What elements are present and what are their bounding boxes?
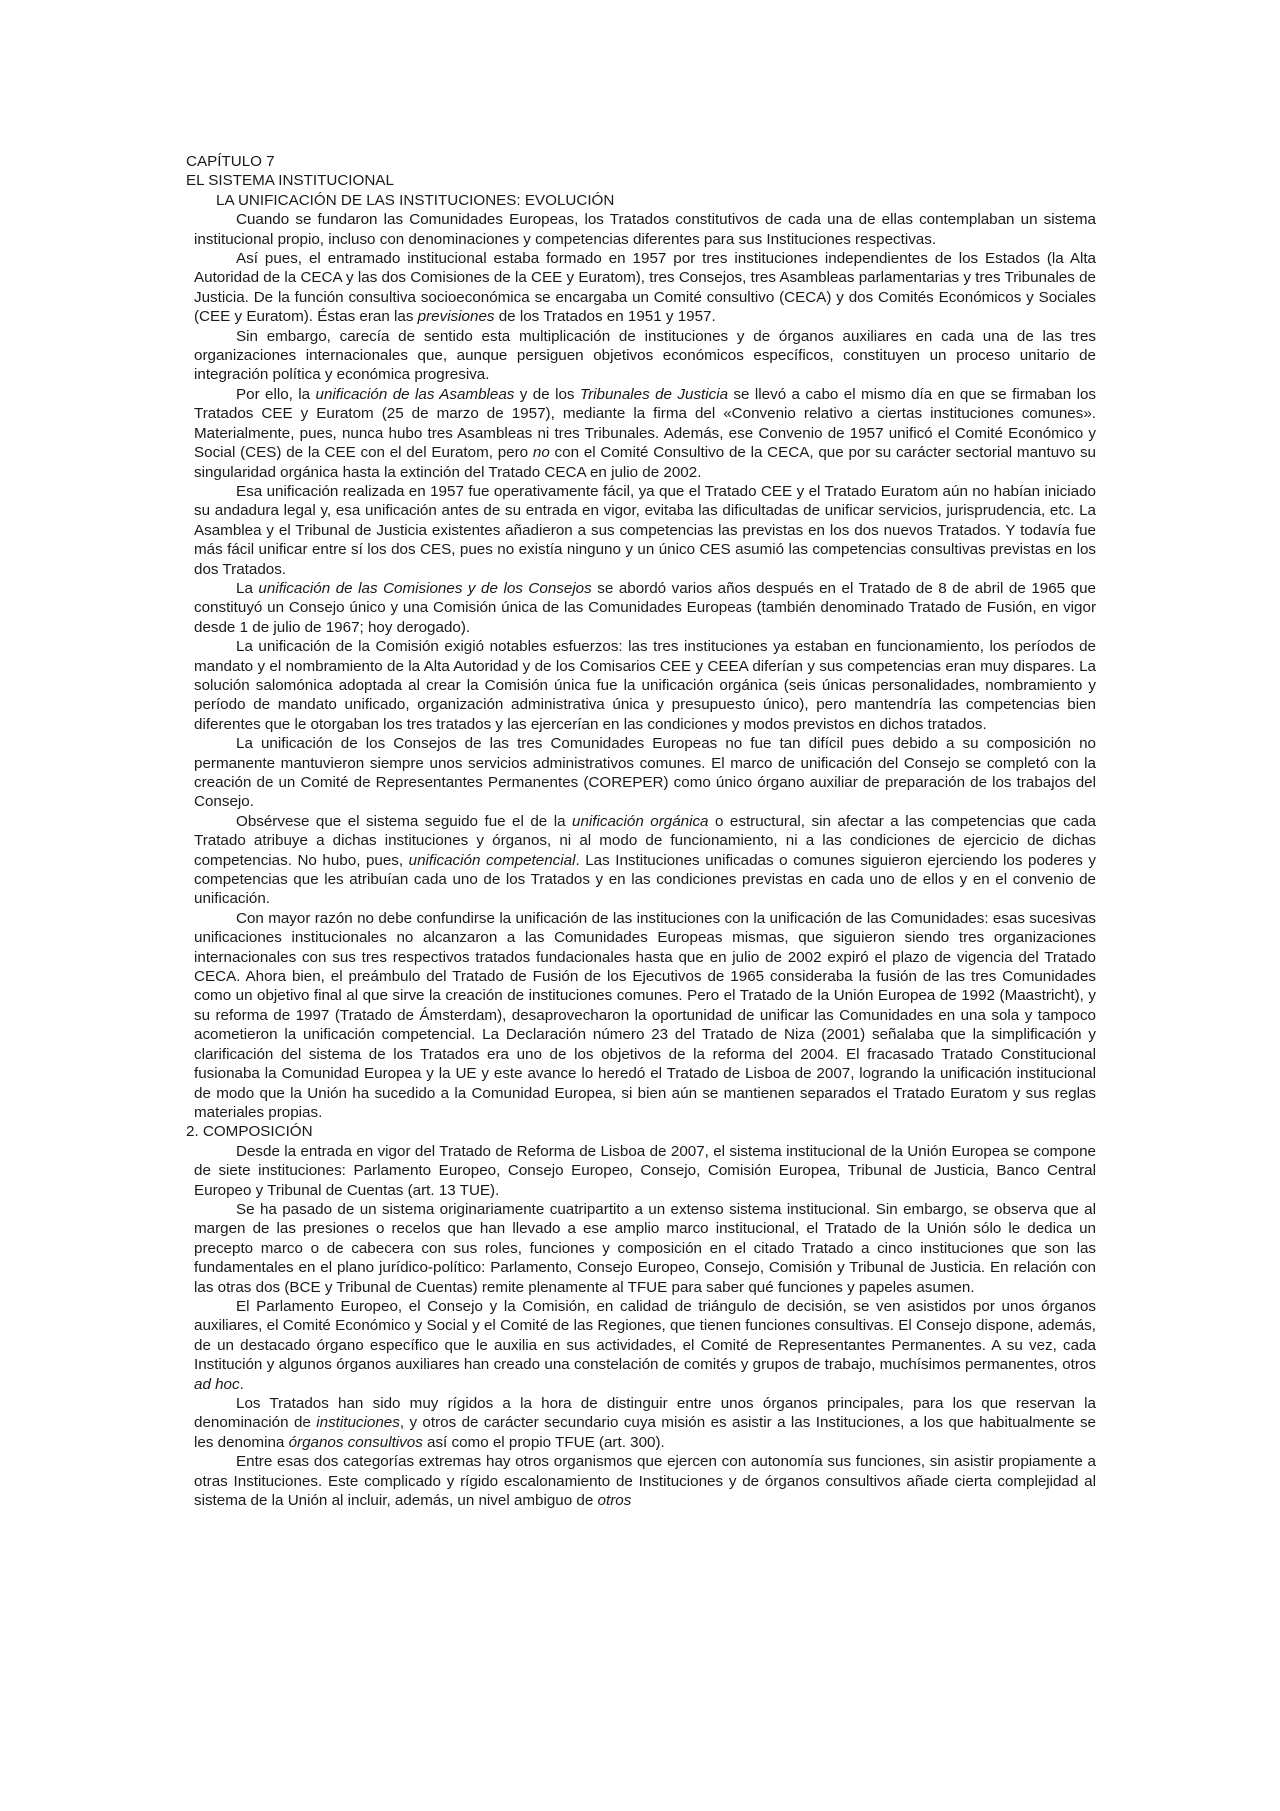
paragraph: Cuando se fundaron las Comunidades Europeas, los Tratados constitutivos de cada una de ellas contemplaban un sistema institucional propio, incluso con denominaciones y competencias diferentes para sus Instituciones respectivas.: [194, 211, 1096, 248]
paragraph: La unificación de la Comisión exigió notables esfuerzos: las tres instituciones ya estaban en funcionamiento, los períodos de mandato y el nombramiento de la Alta Autoridad y de los Comisarios CEE y CEEA diferían y sus competencias eran muy dispares. La solución salomónica adoptada al crear la Comisión única fue la unificación orgánica (seis únicas personalidades, nombramiento y período de mandato unificado, organización administrativa única y presupuesto único), pero mantendría las competencias bien diferentes que le otorgaban los tres tratados y las ejercerían en las condiciones y modos previstos en dichos tratados.: [194, 638, 1096, 733]
section-heading-unificacion: LA UNIFICACIÓN DE LAS INSTITUCIONES: EVOLUCIÓN: [216, 191, 615, 209]
paragraph: Con mayor razón no debe confundirse la unificación de las instituciones con la unificación de las Comunidades: esas sucesivas unificaciones institucionales no alcanzaron a las Comunidades Europeas mismas, que siguieron siendo tres organizaciones internacionales con sus tres respectivos tratados fundacionales hasta que en julio de 2002 expiró el plazo de vigencia del Tratado CECA. Ahora bien, el preámbulo del Tratado de Fusión de los Ejecutivos de 1965 consideraba la fusión de las tres Comunidades como un objetivo final al que sirve la creación de instituciones comunes. Pero el Tratado de la Unión Europea de 1992 (Maastricht), y su reforma de 1997 (Tratado de Ámsterdam), desaprovecharon la oportunidad de unificar las Comunidades en una sola y tampoco acometieron la unificación competencial. La Declaración número 23 del Tratado de Niza (2001) señalaba que la simplificación y clarificación del sistema de los Tratados era uno de los objetivos de la reforma del 2004. El fracasado Tratado Constitucional fusionaba la Comunidad Europea y la UE y este avance lo heredó el Tratado de Lisboa de 2007, logrando la unificación institucional de modo que la Unión ha sucedido a la Comunidad Europea, si bien aún se mantienen separados el Tratado Euratom y sus reglas materiales propias.: [194, 909, 1096, 1121]
paragraph: Los Tratados han sido muy rígidos a la hora de distinguir entre unos órganos principales, para los que reservan la denominación de instituciones, y otros de carácter secundario cuya misión es asistir a las Instituciones, a los que habitualmente se les denomina órganos consultivos así como el propio TFUE (art. 300).: [194, 1395, 1096, 1451]
chapter-number: CAPÍTULO 7: [186, 153, 275, 170]
paragraph: Esa unificación realizada en 1957 fue operativamente fácil, ya que el Tratado CEE y el Tratado Euratom aún no habían iniciado su andadura legal y, esa unificación antes de su entrada en vigor, evitaba las dificultadas de unificar servicios, jurisprudencia, etc. La Asamblea y el Tribunal de Justicia existentes añadieron a sus competencias las previstas en los dos nuevos Tratados. Y todavía fue más fácil unificar entre sí los dos CES, pues no existía ninguno y un único CES asumió las competencias consultivas previstas en los dos Tratados.: [194, 482, 1096, 578]
paragraph: Se ha pasado de un sistema originariamente cuatripartito a un extenso sistema institucional. Sin embargo, se observa que al margen de las presiones o recelos que han llevado a ese amplio marco institucional, el Tratado de la Unión sólo le dedica un precepto marco o de cabecera con sus roles, funciones y composición en el citado Tratado a cinco instituciones que son las fundamentales en el plano jurídico-político: Parlamento, Consejo Europeo, Consejo, Comisión y Tribunal de Justicia. En relación con las otras dos (BCE y Tribunal de Cuentas) remite plenamente al TFUE para saber qué funciones y papeles asumen.: [194, 1200, 1096, 1296]
paragraph: La unificación de los Consejos de las tres Comunidades Europeas no fue tan difícil pues debido a su composición no permanente mantuvieron siempre unos servicios administrativos comunes. El marco de unificación del Consejo se completó con la creación de un Comité de Representantes Permanentes (COREPER) como único órgano auxiliar de preparación de los trabajos del Consejo.: [194, 735, 1096, 811]
paragraph: La unificación de las Comisiones y de los Consejos se abordó varios años después en el Tratado de 8 de abril de 1965 que constituyó un Consejo único y una Comisión única de las Comunidades Europeas (también denominado Tratado de Fusión, en vigor desde 1 de julio de 1967; hoy derogado).: [194, 579, 1096, 636]
paragraph: Obsérvese que el sistema seguido fue el de la unificación orgánica o estructural, sin afectar a las competencias que cada Tratado atribuye a dichas instituciones y órganos, ni al modo de funcionamiento, ni a las condiciones de ejercicio de dichas competencias. No hubo, pues, unificación competencial. Las Instituciones unificadas o comunes siguieron ejerciendo los poderes y competencias que les atribuían cada uno de los Tratados y en las condiciones previstas en cada uno de ellos y en el convenio de unificación.: [194, 812, 1097, 908]
paragraph: Así pues, el entramado institucional estaba formado en 1957 por tres instituciones independientes de los Estados (la Alta Autoridad de la CECA y las dos Comisiones de la CEE y Euratom), tres Consejos, tres Asambleas parlamentarias y tres Tribunales de Justicia. De la función consultiva socioeconómica se encargaba un Comité consultivo (CECA) y dos Comités Económicos y Sociales (CEE y Euratom). Éstas eran las previsiones de los Tratados en 1951 y 1957.: [194, 250, 1096, 326]
paragraph: Por ello, la unificación de las Asambleas y de los Tribunales de Justicia se llevó a cabo el mismo día en que se firmaban los Tratados CEE y Euratom (25 de marzo de 1957), mediante la firma del «Convenio relativo a ciertas instituciones comunes». Materialmente, pues, nunca hubo tres Asambleas ni tres Tribunales. Además, ese Convenio de 1957 unificó el Comité Económico y Social (CES) de la CEE con el del Euratom, pero no con el Comité Consultivo de la CECA, que por su carácter sectorial mantuvo su singularidad orgánica hasta la extinción del Tratado CECA en julio de 2002.: [194, 385, 1097, 481]
paragraph: Sin embargo, carecía de sentido esta multiplicación de instituciones y de órganos auxiliares en cada una de las tres organizaciones internacionales que, aunque persiguen objetivos económicos específicos, constituyen un proceso unitario de integración política y económica progresiva.: [194, 327, 1096, 384]
document-page: [186, 152, 1097, 1510]
paragraph: Entre esas dos categorías extremas hay otros organismos que ejercen con autonomía sus funciones, sin asistir propiamente a otras Instituciones. Este complicado y rígido escalonamiento de Instituciones y de órganos consultivos añade cierta complejidad al sistema de la Unión al incluir, además, un nivel ambiguo de otros: [194, 1453, 1096, 1510]
section-heading-composicion: 2. COMPOSICIÓN: [186, 1123, 313, 1141]
chapter-title: EL SISTEMA INSTITUCIONAL: [186, 172, 394, 190]
paragraph: El Parlamento Europeo, el Consejo y la Comisión, en calidad de triángulo de decisión, se ven asistidos por unos órganos auxiliares, el Comité Económico y Social y el Comité de las Regiones, que tienen funciones consultivas. El Consejo dispone, además, de un destacado órgano específico que le auxilia en sus actividades, el Comité de Representantes Permanentes. A su vez, cada Institución y algunos órganos auxiliares han creado una constelación de comités y grupos de trabajo, muchísimos permanentes, otros ad hoc.: [194, 1297, 1096, 1393]
paragraph: Desde la entrada en vigor del Tratado de Reforma de Lisboa de 2007, el sistema institucional de la Unión Europea se compone de siete instituciones: Parlamento Europeo, Consejo Europeo, Consejo, Comisión Europea, Tribunal de Justicia, Banco Central Europeo y Tribunal de Cuentas (art. 13 TUE).: [194, 1142, 1096, 1199]
